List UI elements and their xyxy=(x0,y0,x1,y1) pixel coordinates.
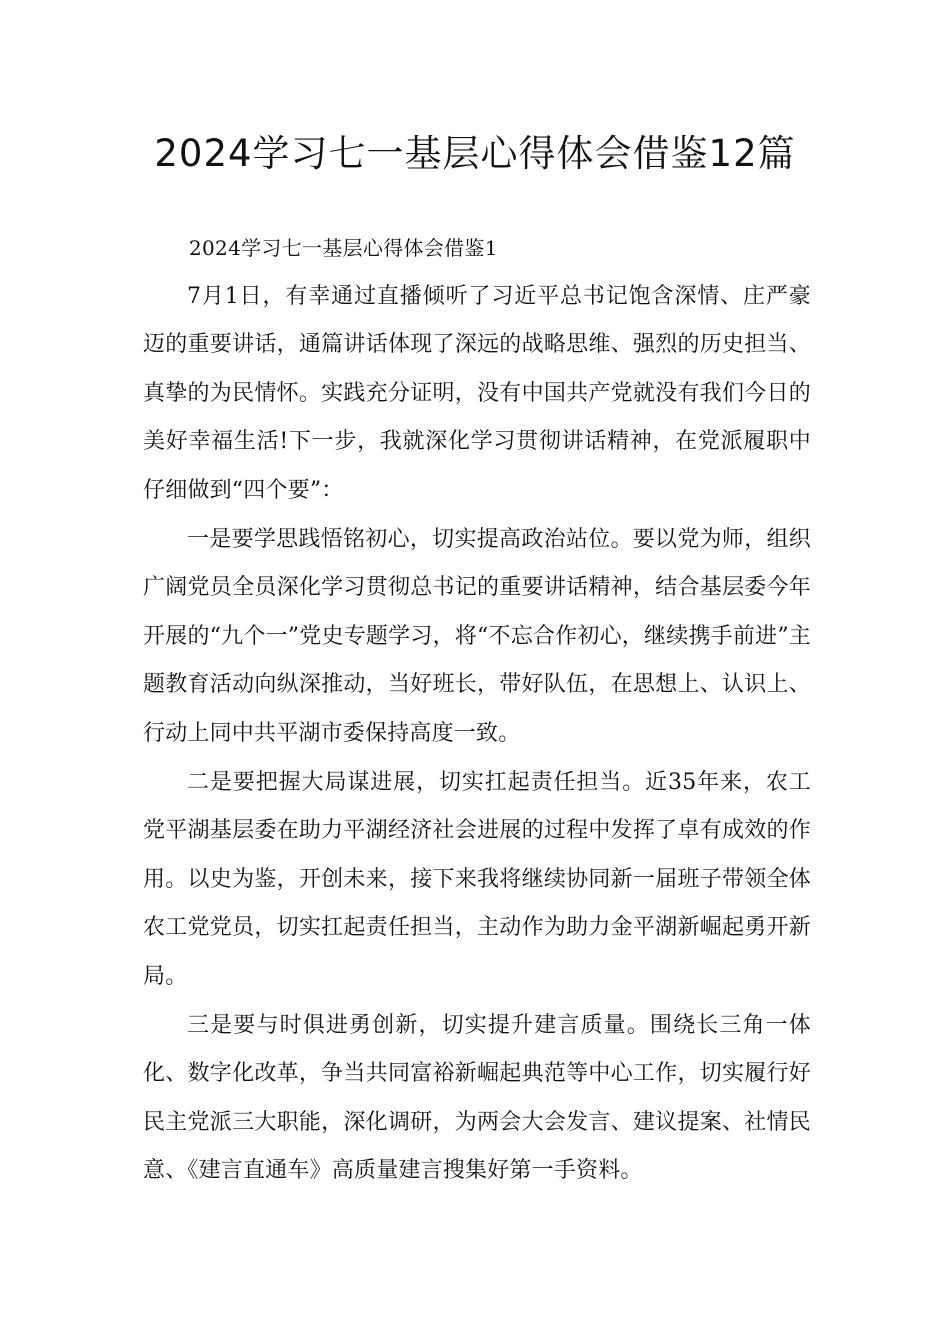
paragraph-1: 7月1日，有幸通过直播倾听了习近平总书记饱含深情、庄严豪迈的重要讲话，通篇讲话体现了深远的战略思维、强烈的历史担当、真挚的为民情怀。实践充分证明，没有中国共产党就没有我们今日的美好幸福生活!下一步，我就深化学习贯彻讲话精神，在党派履职中仔细做到“四个要”： xyxy=(143,283,811,503)
paragraph-2: 一是要学思践悟铭初心，切实提高政治站位。要以党为师，组织广阔党员全员深化学习贯彻总书记的重要讲话精神，结合基层委今年开展的“九个一”党史专题学习，将“不忘合作初心，继续携手前进”主题教育活动向纵深推动，当好班长，带好队伍，在思想上、认识上、行动上同中共平湖市委保持高度一致。 xyxy=(143,526,811,746)
document-body xyxy=(143,224,811,1196)
document-title: 2024学习七一基层心得体会借鉴12篇 xyxy=(154,132,796,175)
paragraph-3: 二是要把握大局谋进展，切实扛起责任担当。近35年来，农工党平湖基层委在助力平湖经济社会进展的过程中发挥了卓有成效的作用。以史为鉴，开创未来，接下来我将继续协同新一届班子带领全体农工党党员，切实扛起责任担当，主动作为助力金平湖新崛起勇开新局。 xyxy=(143,769,811,989)
paragraph-4: 三是要与时俱进勇创新，切实提升建言质量。围绕长三角一体化、数字化改革，争当共同富裕新崛起典范等中心工作，切实履行好民主党派三大职能，深化调研，为两会大会发言、建议提案、社情民意、《建言直通车》高质量建言搜集好第一手资料。 xyxy=(143,1012,811,1184)
section-title: 2024学习七一基层心得体会借鉴1 xyxy=(189,236,498,260)
